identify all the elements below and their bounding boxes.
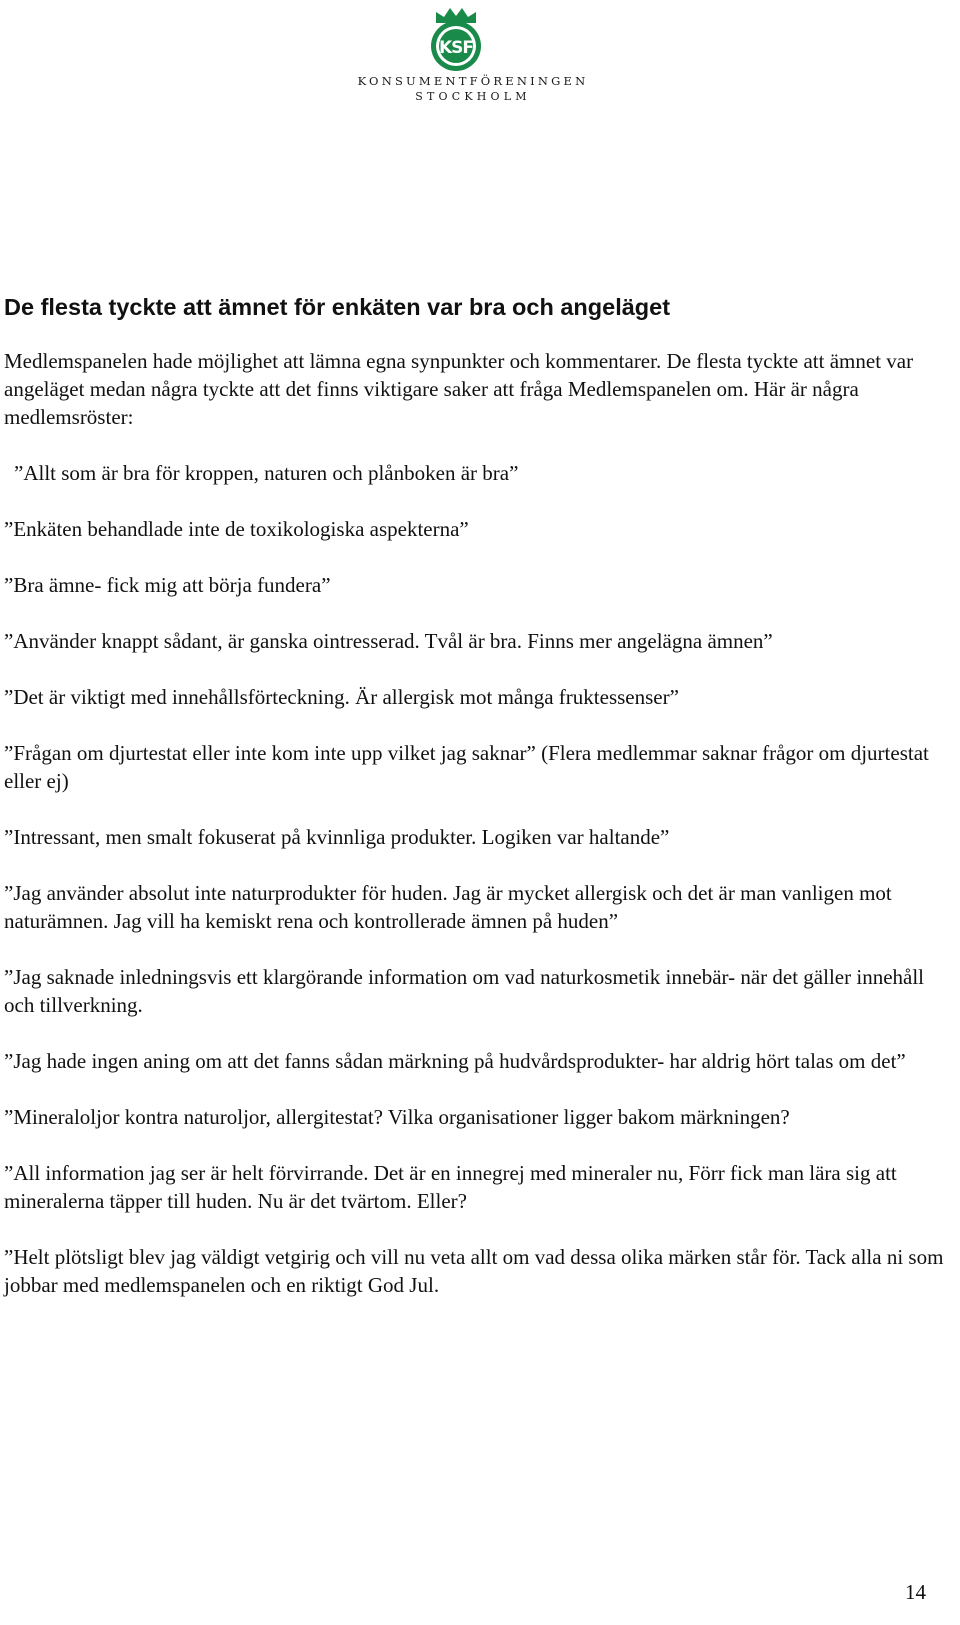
logo-city-line: STOCKHOLM	[415, 90, 531, 103]
member-quote: ”Allt som är bra för kroppen, naturen och plånboken är bra”	[14, 461, 519, 485]
member-quote: ”Jag använder absolut inte naturprodukter för huden. Jag är mycket allergisk och det är man vanligen mot naturämnen. Jag vill ha kemiskt rena och kontrollerade ämnen på huden”	[4, 881, 892, 933]
member-quote: ”Mineraloljor kontra naturoljor, allergitestat? Vilka organisationer ligger bakom märkningen?	[4, 1105, 790, 1129]
member-quote: ”Använder knappt sådant, är ganska ointresserad. Tvål är bra. Finns mer angelägna ämnen”	[4, 629, 773, 653]
intro-paragraph: Medlemspanelen hade möjlighet att lämna egna synpunkter och kommentarer. De flesta tyckte att ämnet var angeläget medan några tyckte att det finns viktigare saker att fråga Medlemspanelen om. Här är några medlemsröster:	[4, 349, 914, 429]
member-quote: ”Bra ämne- fick mig att börja fundera”	[4, 573, 331, 597]
member-quote: ”Jag saknade inledningsvis ett klargörande information om vad naturkosmetik innebär- när det gäller innehåll och tillverkning.	[4, 965, 925, 1017]
member-quote: ”Enkäten behandlade inte de toxikologiska aspekterna”	[4, 517, 469, 541]
section-heading: De flesta tyckte att ämnet för enkäten var bra och angeläget	[4, 294, 671, 320]
member-quote: ”Intressant, men smalt fokuserat på kvinnliga produkter. Logiken var haltande”	[4, 825, 670, 849]
member-quote: ”Det är viktigt med innehållsförteckning. Är allergisk mot många fruktessenser”	[4, 685, 679, 709]
document-body	[4, 347, 944, 1327]
page-number: 14	[905, 1580, 926, 1604]
member-quote: ”Frågan om djurtestat eller inte kom inte upp vilket jag saknar” (Flera medlemmar saknar frågor om djurtestat eller ej)	[4, 741, 929, 793]
svg-text:KSF: KSF	[438, 38, 474, 58]
konsumentforeningen-logo	[338, 4, 608, 104]
member-quote: ”Helt plötsligt blev jag väldigt vetgirig och vill nu veta allt om vad dessa olika märken står för. Tack alla ni som jobbar med medlemspanelen och en riktigt God Jul.	[4, 1245, 944, 1297]
member-quote: ”All information jag ser är helt förvirrande. Det är en innegrej med mineraler nu, Förr fick man lära sig att mineralerna täpper till huden. Nu är det tvärtom. Eller?	[4, 1161, 897, 1213]
ksf-emblem-icon	[422, 4, 490, 74]
logo-name-line: KONSUMENTFÖRENINGEN	[357, 74, 589, 88]
member-quote: ”Jag hade ingen aning om att det fanns sådan märkning på hudvårdsprodukter- har aldrig hört talas om det”	[4, 1049, 906, 1073]
